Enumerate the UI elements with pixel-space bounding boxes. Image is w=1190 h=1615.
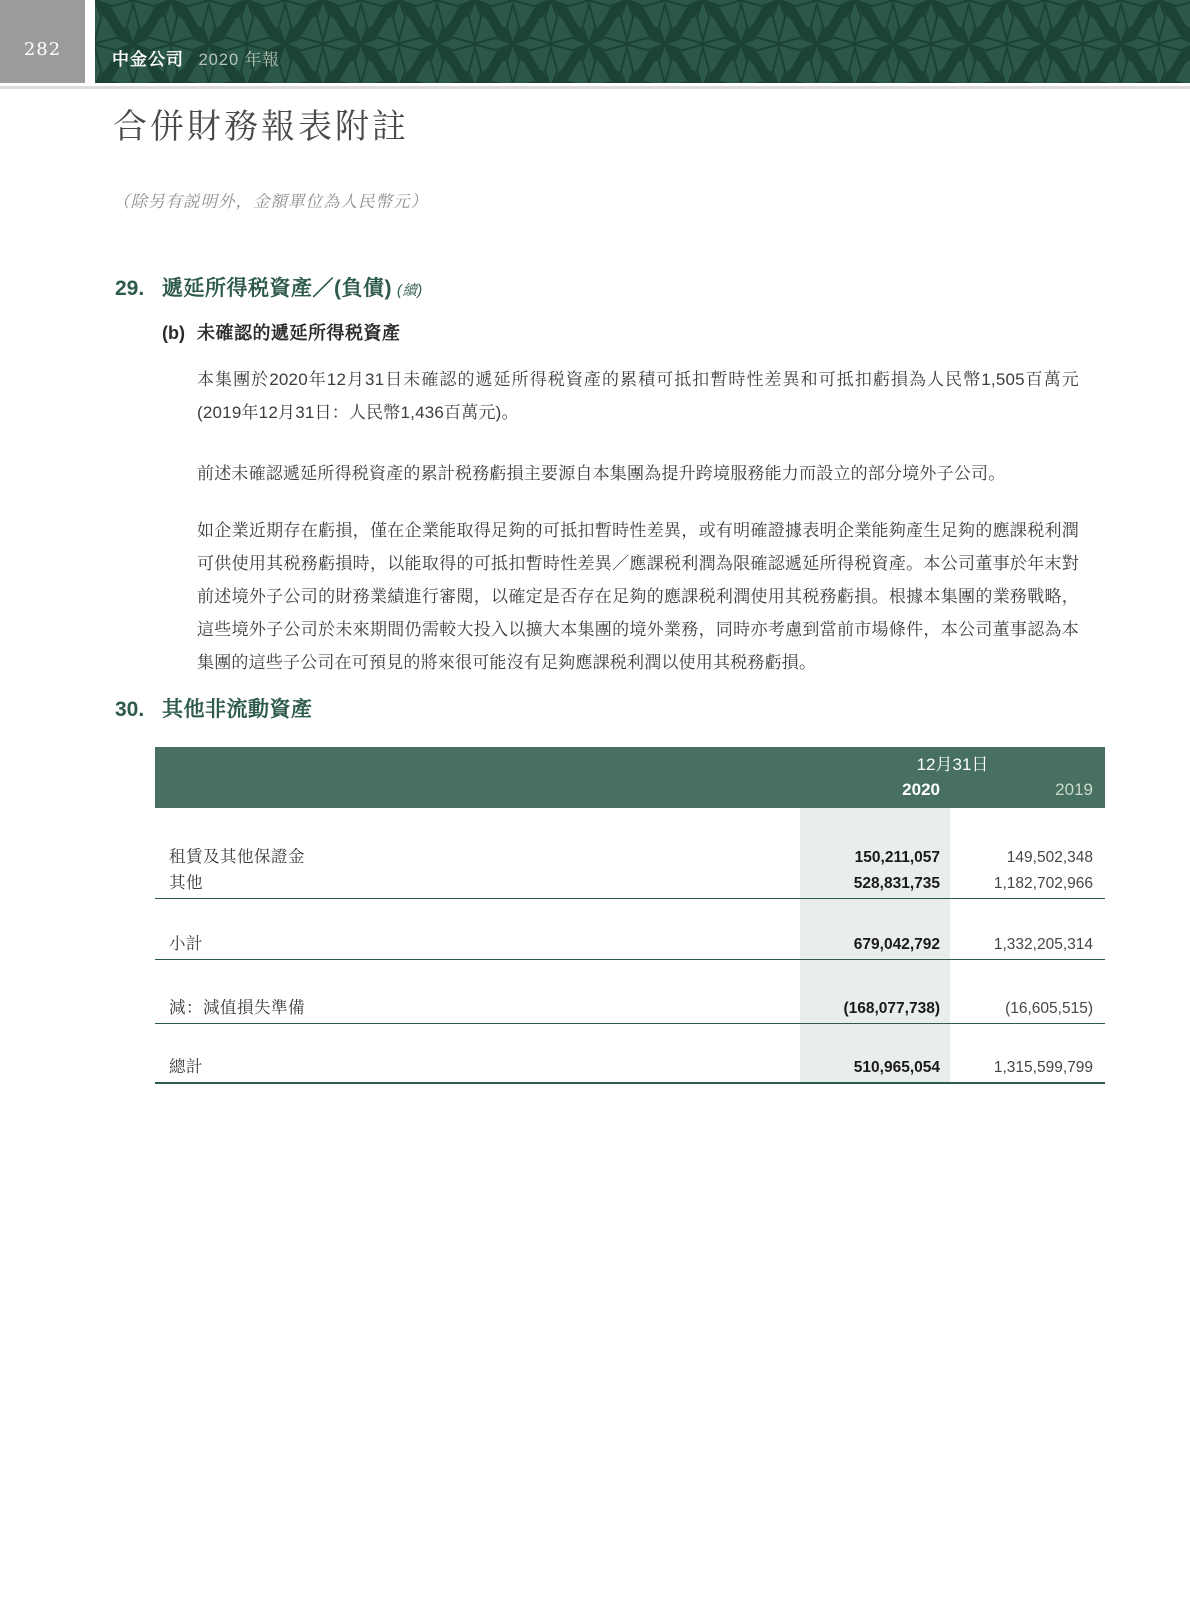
asanoha-star-pattern — [95, 0, 1190, 83]
section-30-number: 30. — [115, 698, 145, 721]
table-header-band — [155, 747, 1105, 808]
paragraph-unrecognised-amounts: 本集團於2020年12月31日未確認的遞延所得税資產的累積可抵扣暫時性差異和可抵扣虧損為人民幣1,505百萬元(2019年12月31日：人民幣1,436百萬元)。 — [197, 370, 1079, 422]
row-label: 其他 — [155, 872, 800, 899]
other-noncurrent-assets-table — [155, 747, 1105, 1084]
table-spacer-row — [155, 808, 1105, 842]
row-value-2019: 1,332,205,314 — [950, 928, 1105, 960]
page-number-box — [0, 0, 85, 83]
section-30-title: 其他非流動資產 — [162, 698, 313, 721]
section-29-number: 29. — [115, 277, 145, 300]
section-29-deferred-tax — [0, 274, 1190, 679]
table-row-subtotal — [155, 928, 1105, 960]
column-header-2019: 2019 — [1055, 780, 1093, 799]
document-title: 合併財務報表附註 — [113, 107, 409, 147]
table-year-row — [155, 777, 1105, 802]
subsection-b-title: 未確認的遞延所得税資產 — [197, 323, 401, 343]
row-label: 小計 — [155, 928, 800, 960]
header-divider — [0, 86, 1190, 89]
table-row-total — [155, 1052, 1105, 1084]
page-number: 282 — [23, 39, 62, 60]
row-value-2020: 510,965,054 — [800, 1052, 950, 1084]
row-value-2019: 1,315,599,799 — [950, 1052, 1105, 1084]
row-value-2019: (16,605,515) — [950, 990, 1105, 1024]
table-spacer-row — [155, 960, 1105, 990]
header-spacer — [155, 777, 800, 802]
table-spacer-row — [155, 1024, 1105, 1052]
section-30-heading — [115, 695, 1190, 724]
table-row-deposits — [155, 842, 1105, 872]
table-spacer-row — [155, 899, 1105, 928]
row-label: 總計 — [155, 1052, 800, 1084]
paragraph-tax-losses-source: 前述未確認遞延所得税資產的累計税務虧損主要源自本集團為提升跨境服務能力而設立的部分境外子公司。 — [197, 464, 1006, 483]
row-label: 租賃及其他保證金 — [169, 848, 305, 866]
section-30-other-noncurrent-assets — [0, 695, 1190, 1084]
continued-marker: (續) — [397, 283, 423, 299]
section-29-heading — [115, 274, 1190, 306]
subsection-b-label: (b) — [162, 323, 185, 343]
row-value-2020: 150,211,057 — [800, 842, 950, 872]
page-content — [0, 108, 1190, 1084]
row-label: 減：減值損失準備 — [155, 990, 800, 1024]
unit-note: （除另有説明外，金額單位為人民幣元） — [113, 193, 428, 211]
row-value-2019: 149,502,348 — [1006, 849, 1093, 866]
subsection-b-heading — [162, 320, 1190, 346]
table-row-others — [155, 872, 1105, 899]
section-29-title — [162, 274, 423, 306]
paragraph-recognition-policy: 如企業近期存在虧損，僅在企業能取得足夠的可抵扣暫時性差異，或有明確證據表明企業能夠產生足夠的應課税利潤可供使用其税務虧損時，以能取得的可抵扣暫時性差異／應課税利潤為限確認遞延所得税資產。本公司董事於年末對前述境外子公司的財務業績進行審閱，以確定是否存在足夠的應課税利潤使用其税務虧損。根據本集團的業務戰略，這些境外子公司於未來期間仍需較大投入以擴大本集團的境外業務，同時亦考慮到當前市場條件，本公司董事認為本集團的這些子公司在可預見的將來很可能沒有足夠應課税利潤以使用其税務虧損。 — [197, 521, 1079, 672]
section-29-title-text: 遞延所得税資產／(負債) — [162, 277, 392, 300]
row-value-2019: 1,182,702,966 — [950, 872, 1105, 899]
header-banner — [95, 0, 1190, 83]
banner-label — [112, 45, 280, 70]
company-name: 中金公司 — [112, 50, 184, 69]
report-edition: 2020 年報 — [198, 51, 280, 69]
column-header-2020: 2020 — [902, 780, 940, 799]
table-row-impairment — [155, 990, 1105, 1024]
table-period-row — [155, 752, 1105, 777]
page-header — [0, 0, 1190, 83]
row-value-2020: 528,831,735 — [800, 872, 950, 899]
row-value-2020: (168,077,738) — [800, 990, 950, 1024]
row-value-2020: 679,042,792 — [800, 928, 950, 960]
period-header: 12月31日 — [916, 755, 989, 774]
